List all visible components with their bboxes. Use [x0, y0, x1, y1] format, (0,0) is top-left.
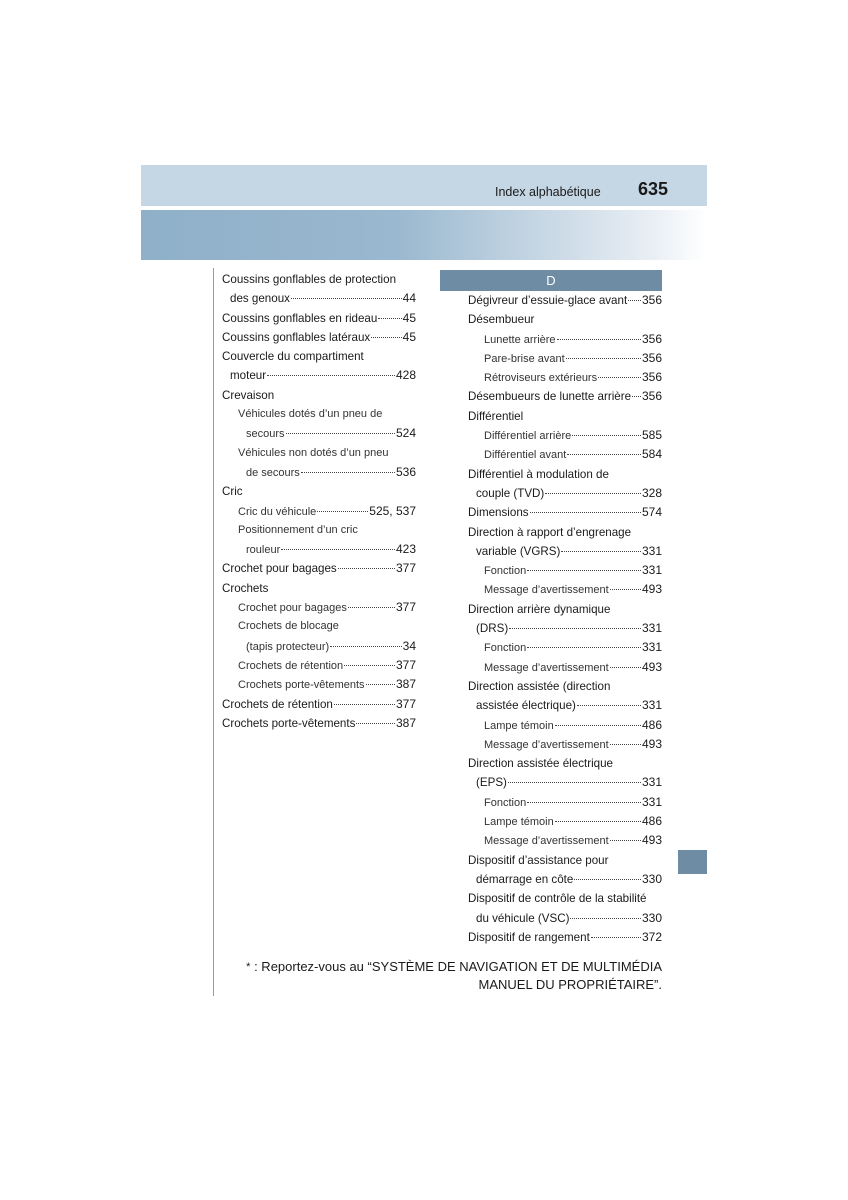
index-entry [468, 580, 662, 599]
index-entry [222, 289, 416, 308]
index-entry [468, 523, 662, 542]
entry-page: 356 [641, 389, 662, 404]
entry-text: Crevaison [222, 388, 275, 402]
index-entry [468, 542, 662, 561]
footnote-marker: * [246, 961, 251, 973]
entry-text: secours [246, 428, 285, 441]
entry-text: Message d’avertissement [484, 661, 609, 674]
entry-page: 356 [641, 331, 662, 346]
dot-leader [555, 725, 641, 726]
entry-text: Dégivreur d’essuie-glace avant [468, 294, 628, 307]
dot-leader [572, 435, 641, 436]
section-title: Index alphabétique [495, 185, 601, 199]
dot-leader [334, 704, 395, 705]
entry-page: 34 [402, 638, 416, 653]
section-side-tab [678, 850, 707, 874]
index-entry [468, 773, 662, 792]
entry-text: Crochets de rétention [222, 697, 333, 711]
index-entry [468, 619, 662, 638]
entry-page: 44 [402, 291, 416, 306]
entry-page: 328 [641, 485, 662, 500]
dot-leader [291, 298, 402, 299]
entry-page: 45 [402, 329, 416, 344]
entry-text: variable (VGRS) [476, 544, 561, 558]
index-entry [222, 328, 416, 347]
index-entry [468, 310, 662, 329]
entry-page: 377 [395, 657, 416, 672]
index-entry [468, 484, 662, 503]
entry-page: 423 [395, 542, 416, 557]
entry-page: 524 [395, 426, 416, 441]
entry-text: Coussins gonflables de protection [222, 273, 397, 286]
entry-text: Cric du véhicule [238, 505, 317, 518]
index-entry [222, 270, 416, 289]
entry-page: 372 [641, 929, 662, 944]
dot-leader [527, 802, 641, 803]
entry-page: 584 [641, 447, 662, 462]
index-entry [222, 617, 416, 636]
index-entry [222, 521, 416, 540]
entry-page: 493 [641, 736, 662, 751]
entry-page: 493 [641, 582, 662, 597]
index-entry [222, 424, 416, 443]
index-entry [468, 889, 662, 908]
entry-text: Véhicules dotés d’un pneu de [238, 408, 383, 421]
index-entry [222, 366, 416, 385]
entry-text: Dispositif d’assistance pour [468, 853, 609, 867]
dot-leader [301, 472, 395, 473]
dot-leader [330, 646, 401, 647]
entry-text: Crochets [222, 581, 269, 595]
index-entry [222, 463, 416, 482]
index-entry [468, 793, 662, 812]
index-entry [222, 386, 416, 405]
entry-text: Direction assistée (direction [468, 679, 611, 693]
index-entry [468, 735, 662, 754]
index-entry [222, 482, 416, 501]
entry-text: Positionnement d’un cric [238, 523, 358, 536]
dot-leader [628, 300, 641, 301]
index-entry [468, 465, 662, 484]
dot-leader [591, 937, 641, 938]
entry-page: 486 [641, 814, 662, 829]
dot-leader [610, 840, 641, 841]
entry-text: Différentiel [468, 409, 524, 423]
entry-text: Crochets de rétention [238, 659, 344, 672]
entry-page: 331 [641, 794, 662, 809]
index-entry [222, 637, 416, 656]
dot-leader [356, 723, 395, 724]
dot-leader [267, 375, 395, 376]
index-entry [468, 445, 662, 464]
entry-text: Message d’avertissement [484, 835, 609, 848]
dot-leader [317, 511, 368, 512]
dot-leader [610, 589, 641, 590]
dot-leader [598, 377, 641, 378]
header-bar [141, 165, 707, 206]
index-entry [222, 579, 416, 598]
letter-header: D [440, 270, 662, 291]
entry-text: Lunette arrière [484, 333, 556, 346]
index-entry [468, 812, 662, 831]
index-entry [468, 503, 662, 522]
entry-text: Rétroviseurs extérieurs [484, 372, 598, 385]
index-entry [468, 407, 662, 426]
index-entry [468, 851, 662, 870]
index-entry [468, 831, 662, 850]
entry-text: du véhicule (VSC) [476, 911, 570, 925]
index-entry [222, 598, 416, 617]
index-entry [468, 638, 662, 657]
dot-leader [545, 493, 641, 494]
entry-text: démarrage en côte [476, 872, 574, 886]
index-entry [468, 677, 662, 696]
entry-text: Pare-brise avant [484, 352, 565, 365]
entry-page: 331 [641, 621, 662, 636]
entry-text: Message d’avertissement [484, 738, 609, 751]
index-entry [222, 656, 416, 675]
entry-text: Désembueurs de lunette arrière [468, 390, 632, 404]
entry-text: Différentiel arrière [484, 430, 572, 443]
entry-page: 331 [641, 698, 662, 713]
entry-page: 486 [641, 717, 662, 732]
column-divider [213, 268, 214, 996]
header-band [141, 210, 707, 260]
index-entry [468, 696, 662, 715]
entry-text: Lampe témoin [484, 816, 554, 829]
entry-page: 525, 537 [369, 503, 416, 518]
dot-leader [567, 454, 641, 455]
entry-text: Crochets de blocage [238, 620, 339, 633]
entry-page: 428 [395, 368, 416, 383]
index-entry [468, 349, 662, 368]
entry-page: 574 [641, 505, 662, 520]
index-entry [468, 561, 662, 580]
index-entry [468, 426, 662, 445]
entry-text: rouleur [246, 544, 281, 557]
entry-page: 585 [641, 428, 662, 443]
index-entry [222, 714, 416, 733]
dot-leader [371, 337, 401, 338]
entry-text: (tapis protecteur) [246, 640, 330, 653]
index-entry [468, 928, 662, 947]
entry-text: Cric [222, 485, 243, 499]
dot-leader [577, 705, 641, 706]
footnote-line-2: MANUEL DU PROPRIÉTAIRE”. [478, 977, 662, 992]
dot-leader [632, 396, 641, 397]
index-entry [222, 502, 416, 521]
index-entry [468, 368, 662, 387]
dot-leader [338, 568, 395, 569]
entry-text: de secours [246, 466, 300, 479]
entry-text: Dispositif de rangement [468, 930, 590, 944]
index-entry [222, 405, 416, 424]
entry-text: moteur [230, 369, 267, 383]
dot-leader [530, 512, 641, 513]
entry-page: 493 [641, 833, 662, 848]
entry-page: 331 [641, 543, 662, 558]
dot-leader [557, 339, 641, 340]
dot-leader [286, 433, 395, 434]
dot-leader [566, 358, 641, 359]
entry-text: Direction assistée électrique [468, 757, 613, 771]
dot-leader [508, 782, 641, 783]
dot-leader [561, 551, 641, 552]
entry-text: Direction à rapport d’engrenage [468, 525, 632, 539]
index-entry [222, 675, 416, 694]
index-entry [468, 658, 662, 677]
entry-page: 356 [641, 350, 662, 365]
entry-page: 331 [641, 640, 662, 655]
index-entry [468, 387, 662, 406]
entry-text: (EPS) [476, 776, 507, 790]
entry-text: Désembueur [468, 313, 535, 327]
entry-page: 377 [395, 696, 416, 711]
index-entry [468, 909, 662, 928]
entry-page: 356 [641, 293, 662, 307]
entry-text: Crochet pour bagages [222, 562, 337, 576]
entry-text: Direction arrière dynamique [468, 602, 611, 616]
index-entry [468, 716, 662, 735]
entry-text: Crochets porte-vêtements [222, 716, 356, 730]
dot-leader [527, 647, 641, 648]
dot-leader [366, 684, 395, 685]
footnote-line-1: : Reportez-vous au “SYSTÈME DE NAVIGATION ET DE MULTIMÉDIA [254, 959, 662, 974]
dot-leader [570, 918, 641, 919]
entry-text: Coussins gonflables en rideau [222, 311, 378, 325]
entry-text: Différentiel à modulation de [468, 467, 609, 481]
entry-text: Véhicules non dotés d’un pneu [238, 446, 389, 459]
entry-text: Crochets porte-vêtements [238, 679, 365, 692]
index-column-left [222, 270, 416, 733]
dot-leader [555, 821, 641, 822]
dot-leader [610, 744, 641, 745]
entry-page: 377 [395, 600, 416, 615]
index-entry [222, 540, 416, 559]
entry-text: assistée électrique) [476, 699, 576, 713]
entry-page: 387 [395, 715, 416, 730]
entry-page: 536 [395, 464, 416, 479]
entry-text: Différentiel avant [484, 449, 567, 462]
entry-page: 331 [641, 775, 662, 790]
index-entry [468, 870, 662, 889]
dot-leader [344, 665, 395, 666]
entry-page: 377 [395, 561, 416, 576]
index-entry [468, 754, 662, 773]
entry-text: Couvercle du compartiment [222, 350, 364, 364]
entry-page: 387 [395, 677, 416, 692]
index-entry [468, 291, 662, 310]
entry-text: (DRS) [476, 622, 509, 636]
entry-page: 493 [641, 659, 662, 674]
dot-leader [281, 549, 395, 550]
footnote [240, 958, 662, 994]
index-entry [222, 444, 416, 463]
entry-page: 330 [641, 910, 662, 925]
index-entry [222, 695, 416, 714]
entry-page: 331 [641, 563, 662, 578]
index-entry [468, 600, 662, 619]
dot-leader [527, 570, 641, 571]
dot-leader [378, 318, 401, 319]
page-number: 635 [638, 179, 669, 199]
entry-text: Fonction [484, 796, 527, 809]
entry-text: Fonction [484, 565, 527, 578]
index-entry [222, 559, 416, 578]
entry-text: couple (TVD) [476, 486, 545, 500]
entry-page: 45 [402, 310, 416, 325]
dot-leader [574, 879, 641, 880]
entry-text: Coussins gonflables latéraux [222, 330, 371, 344]
index-entry [468, 330, 662, 349]
entry-page: 330 [641, 871, 662, 886]
entry-text: Message d’avertissement [484, 584, 609, 597]
dot-leader [348, 607, 395, 608]
dot-leader [509, 628, 641, 629]
index-entry [222, 309, 416, 328]
entry-text: Fonction [484, 642, 527, 655]
index-entry [222, 347, 416, 366]
entry-page: 356 [641, 370, 662, 385]
entry-text: Dispositif de contrôle de la stabilité [468, 892, 647, 906]
entry-text: Lampe témoin [484, 719, 554, 732]
entry-text: Crochet pour bagages [238, 602, 347, 615]
index-column-right [468, 270, 662, 947]
dot-leader [610, 667, 641, 668]
entry-text: Dimensions [468, 506, 529, 520]
entry-text: des genoux [230, 292, 290, 306]
